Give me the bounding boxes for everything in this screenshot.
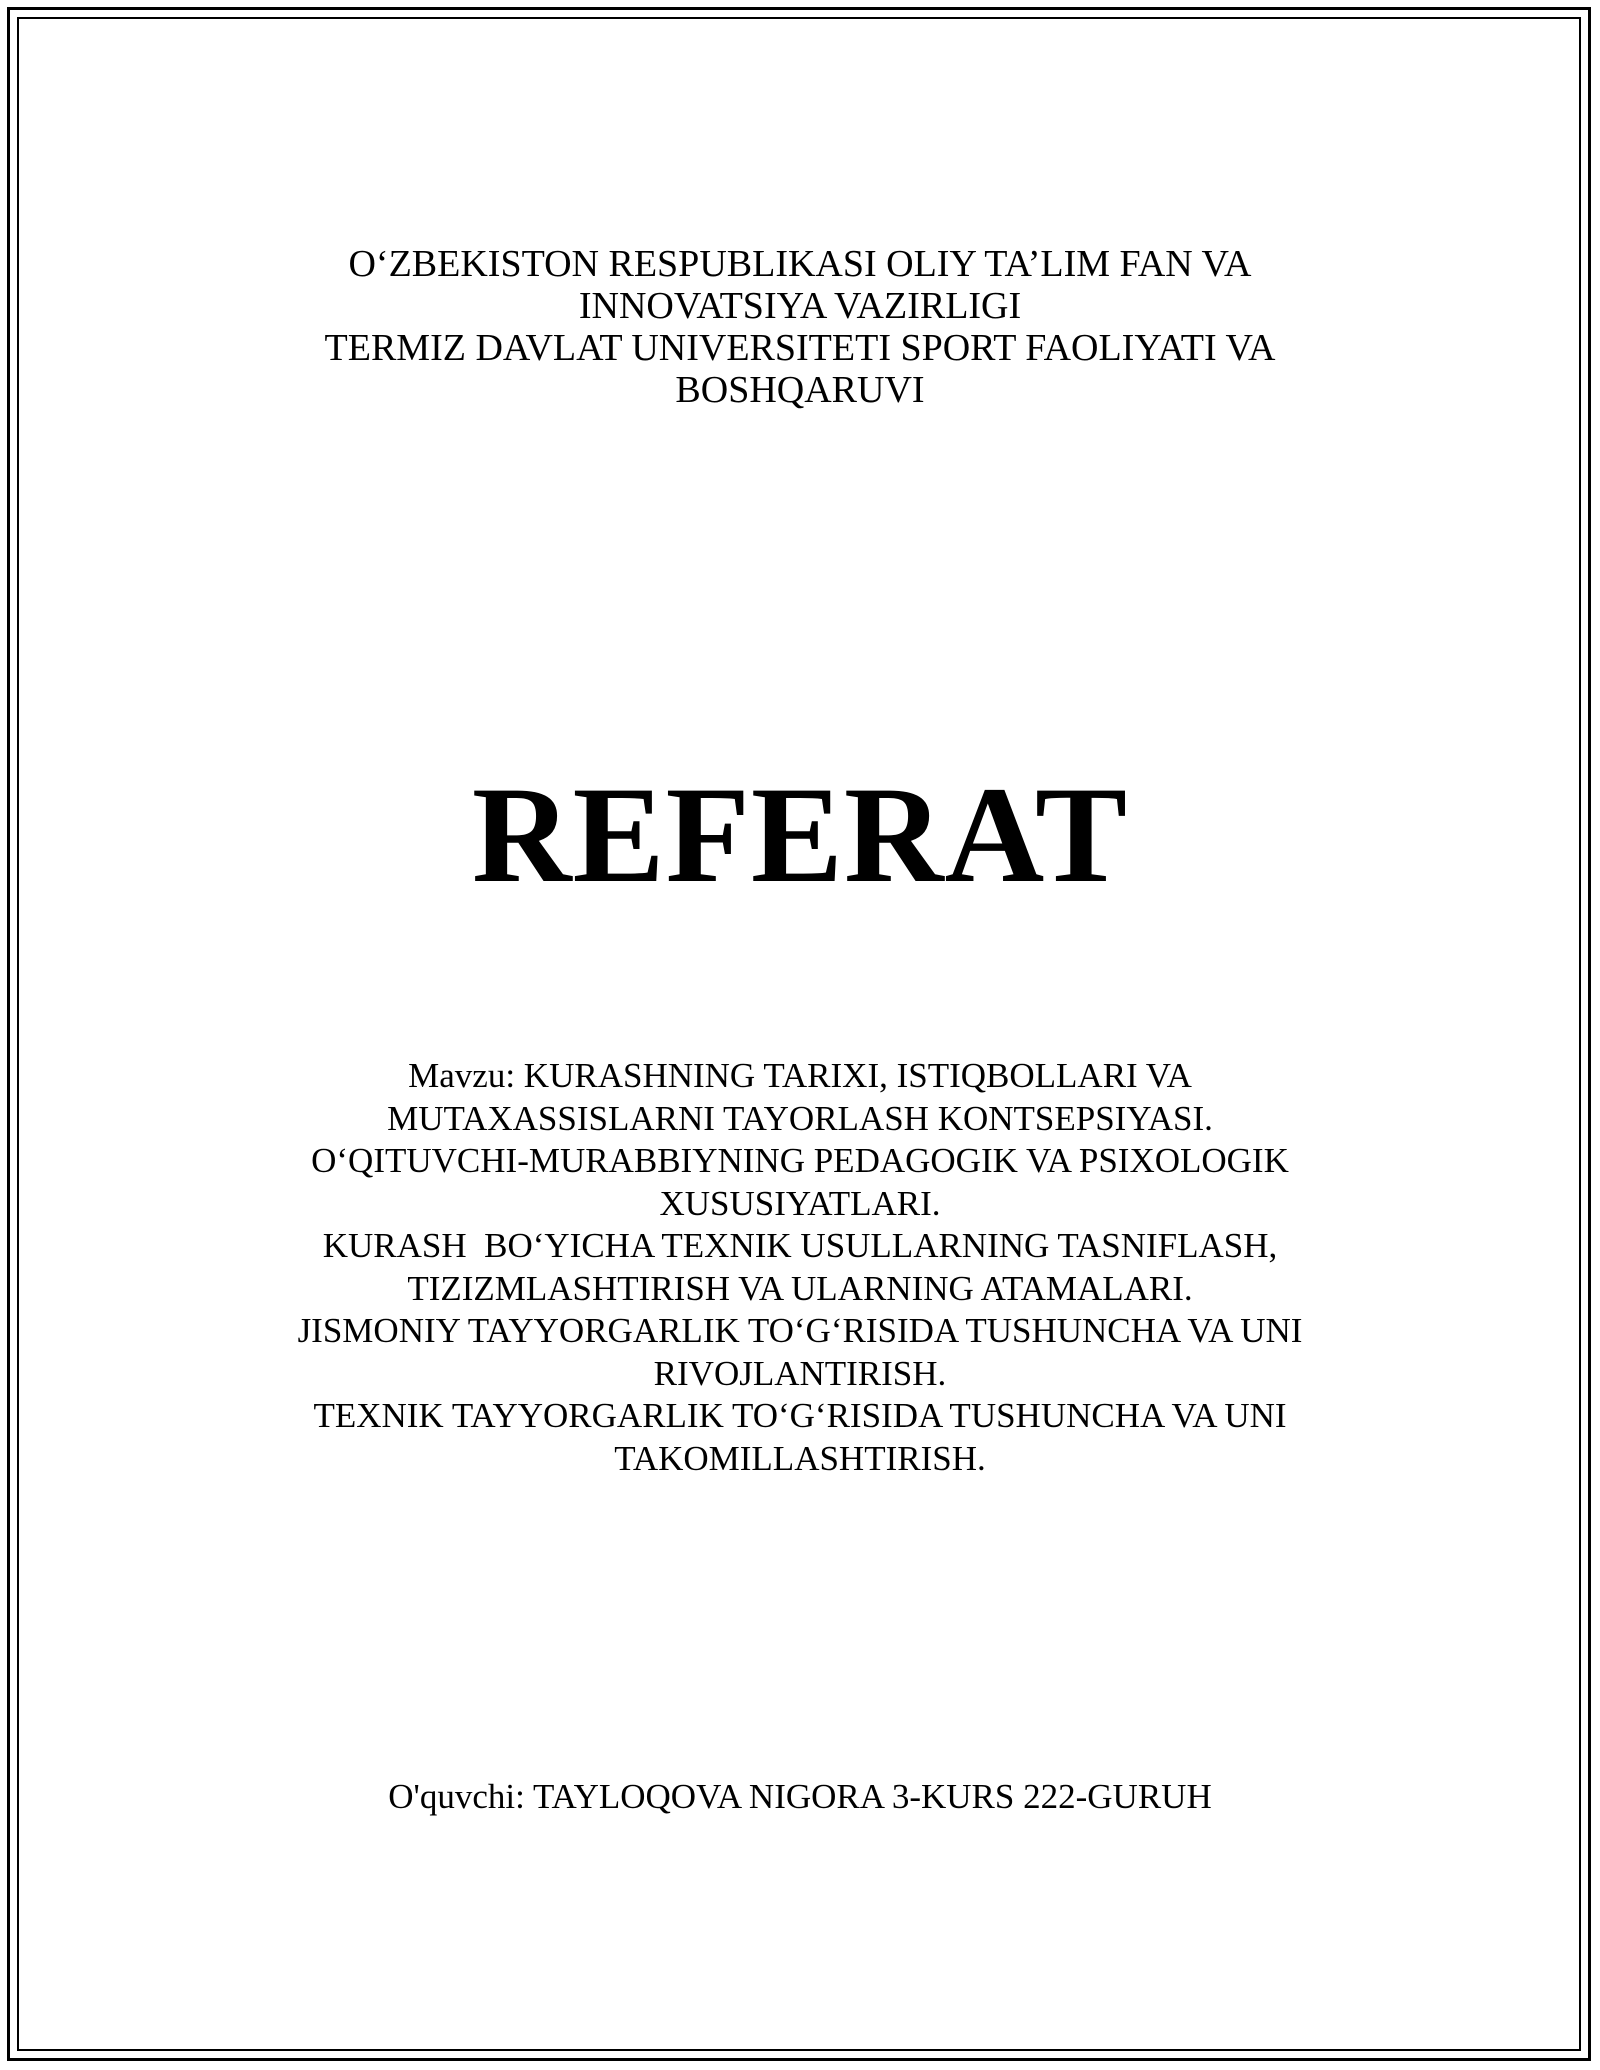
topic-line: MUTAXASSISLARNI TAYORLASH KONTSEPSIYASI. bbox=[387, 1098, 1213, 1138]
topic-line: XUSUSIYATLARI. bbox=[659, 1183, 941, 1223]
topic-line: TIZIZMLASHTIRISH VA ULARNING ATAMALARI. bbox=[407, 1268, 1193, 1308]
document-title: REFERAT bbox=[471, 758, 1129, 911]
ministry-header bbox=[0, 243, 1600, 411]
topic-line: O‘QITUVCHI-MURABBIYNING PEDAGOGIK VA PSIXOLOGIK bbox=[311, 1141, 1289, 1180]
header-line: O‘ZBEKISTON RESPUBLIKASI OLIY TA’LIM FAN VA bbox=[348, 243, 1252, 285]
header-line: TERMIZ DAVLAT UNIVERSITETI SPORT FAOLIYATI VA bbox=[324, 327, 1276, 369]
topic-line: TAKOMILLASHTIRISH. bbox=[614, 1438, 986, 1478]
topic-block bbox=[0, 1055, 1600, 1480]
topic-line: RIVOJLANTIRISH. bbox=[653, 1353, 947, 1393]
topic-line: JISMONIY TAYYORGARLIK TO‘G‘RISIDA TUSHUNCHA VA UNI bbox=[297, 1311, 1303, 1350]
topic-line: Mavzu: KURASHNING TARIXI, ISTIQBOLLARI VA bbox=[408, 1056, 1192, 1095]
topic-line: KURASH BO‘YICHA TEXNIK USULLARNING TASNIFLASH, bbox=[322, 1226, 1278, 1265]
header-line: BOSHQARUVI bbox=[675, 369, 925, 411]
header-line: INNOVATSIYA VAZIRLIGI bbox=[578, 285, 1022, 327]
topic-line: TEXNIK TAYYORGARLIK TO‘G‘RISIDA TUSHUNCHA VA UNI bbox=[313, 1396, 1287, 1435]
student-info: O'quvchi: TAYLOQOVA NIGORA 3-KURS 222-GURUH bbox=[388, 1777, 1212, 1816]
